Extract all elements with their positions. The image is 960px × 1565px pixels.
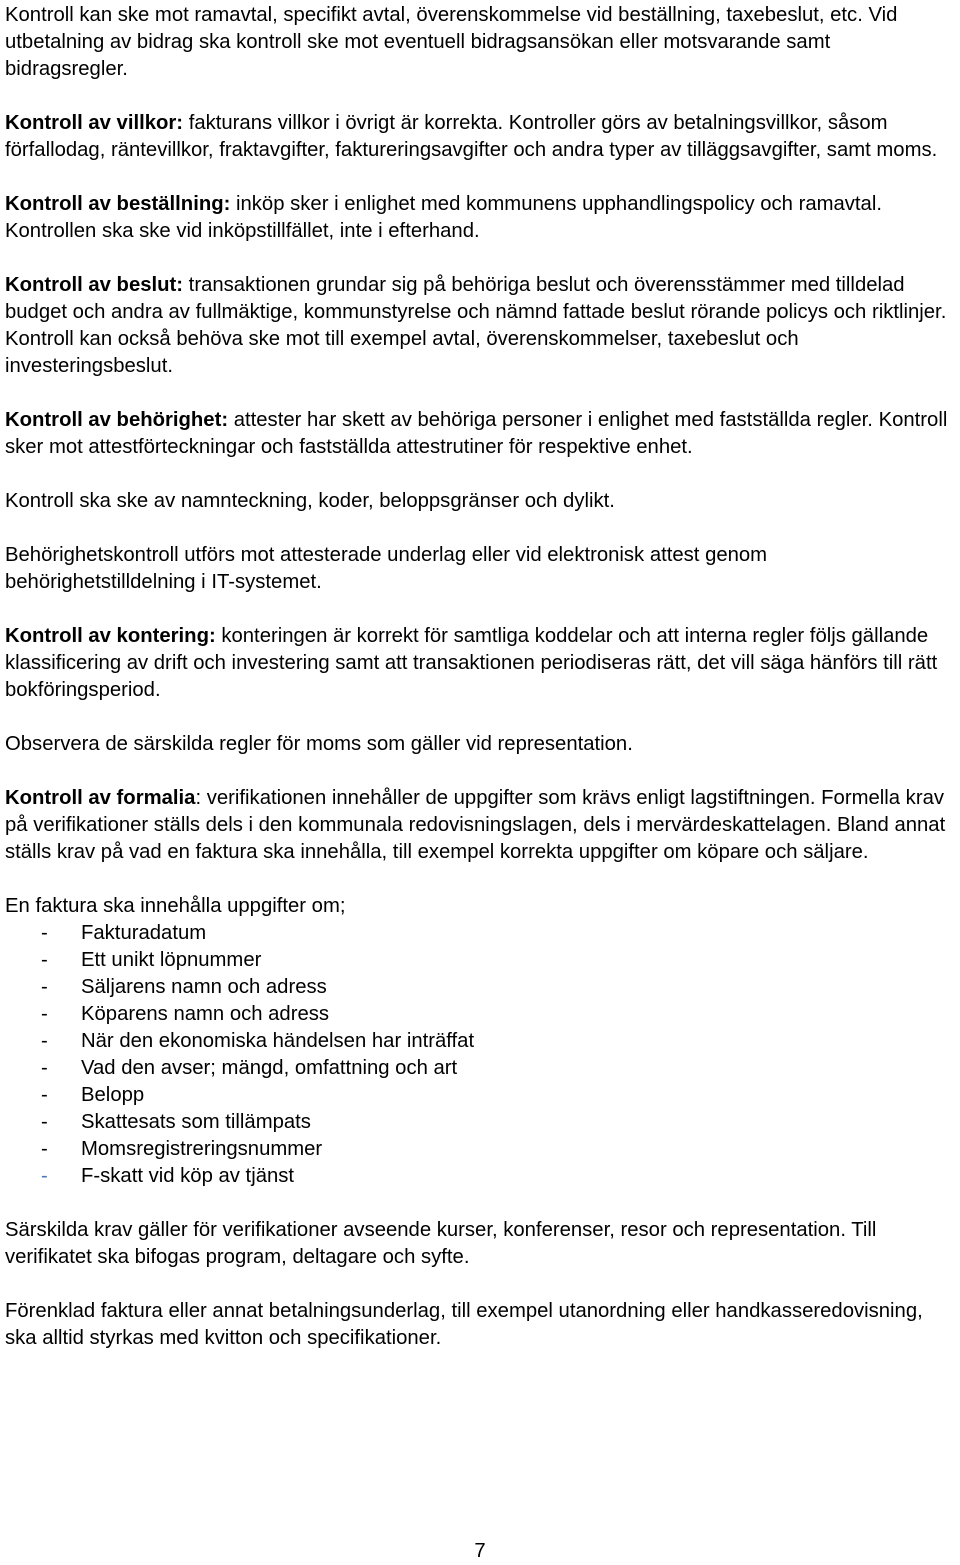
paragraph-kontering [5,623,957,704]
dash-bullet: - [41,1084,48,1106]
list-item-text: Ett unikt löpnummer [81,949,262,971]
list-item-text: När den ekonomiska händelsen har inträffat [81,1030,475,1052]
list-item-text: Vad den avser; mängd, omfattning och art [81,1057,458,1079]
paragraph-villkor [5,110,957,164]
list-item [5,1136,957,1163]
text-villkor: fakturans villkor i övrigt är korrekta. Kontroller görs av betalningsvillkor, såsom förfallodag, räntevillkor, fraktavgifter, faktureringsavgifter och andra typer av tilläggsavgifter, samt moms. [5,112,938,161]
page-number: 7 [474,1540,486,1562]
list-item [5,974,957,1001]
paragraph-observera: Observera de särskilda regler för moms som gäller vid representation. [5,733,633,755]
list-item-text: F-skatt vid köp av tjänst [81,1165,295,1187]
dash-bullet: - [41,976,48,998]
dash-bullet: - [41,922,48,944]
dash-bullet: - [41,1138,48,1160]
paragraph-namnteckning: Kontroll ska ske av namnteckning, koder, beloppsgränser och dylikt. [5,490,615,512]
dash-bullet: - [41,949,48,971]
text-kontering: konteringen är korrekt för samtliga koddelar och att interna regler följs gällande klassificering av drift och investering samt att transaktionen periodiseras rätt, det vill säga hänförs till rätt bokföringsperiod. [5,625,938,701]
list-item-text: Momsregistreringsnummer [81,1138,323,1160]
list-item [5,947,957,974]
list-item [5,1028,957,1055]
paragraph-bestallning [5,191,957,245]
document-body [5,2,957,1352]
list-item [5,920,957,947]
heading-kontering: Kontroll av kontering: [5,625,216,647]
heading-villkor: Kontroll av villkor: [5,112,184,134]
list-item-text: Säljarens namn och adress [81,976,327,998]
paragraph-formalia [5,785,957,866]
paragraph-beslut [5,272,957,380]
list-item [5,1001,957,1028]
dash-bullet: - [41,1057,48,1079]
heading-formalia: Kontroll av formalia [5,787,196,809]
list-item [5,1055,957,1082]
list-intro: En faktura ska innehålla uppgifter om; [5,895,346,917]
paragraph-sarskilda: Särskilda krav gäller för verifikationer avseende kurser, konferenser, resor och representation. Till verifikatet ska bifogas program, deltagare och syfte. [5,1219,877,1268]
paragraph-ramavtal: Kontroll kan ske mot ramavtal, specifikt avtal, överenskommelse vid beställning, taxebeslut, etc. Vid utbetalning av bidrag ska kontroll ske mot eventuell bidragsansökan eller motsvarande samt bidragsregler. [5,4,898,80]
dash-bullet: - [41,1111,48,1133]
paragraph-behorighet [5,407,957,461]
text-bestallning: inköp sker i enlighet med kommunens upphandlingspolicy och ramavtal. Kontrollen ska ske vid inköpstillfället, inte i efterhand. [5,193,882,242]
list-item [5,1109,957,1136]
list-item-text: Skattesats som tillämpats [81,1111,311,1133]
text-beslut: transaktionen grundar sig på behöriga beslut och överensstämmer med tilldelad budget och andra av fullmäktige, kommunstyrelse och nämnd fattade beslut rörande policys och riktlinjer. Kontroll kan också behöva ske mot till exempel avtal, överenskommelser, taxebeslut och investeringsbeslut. [5,274,947,377]
paragraph-forenklad: Förenklad faktura eller annat betalningsunderlag, till exempel utanordning eller handkasseredovisning, ska alltid styrkas med kvitton och specifikationer. [5,1300,923,1349]
list-item-text: Köparens namn och adress [81,1003,330,1025]
dash-bullet: - [41,1165,48,1187]
dash-bullet: - [41,1003,48,1025]
list-item-text: Belopp [81,1084,145,1106]
list-item-text: Fakturadatum [81,922,207,944]
paragraph-behorighetskontroll: Behörighetskontroll utförs mot attesterade underlag eller vid elektronisk attest genom behörighetstilldelning i IT-systemet. [5,544,768,593]
heading-bestallning: Kontroll av beställning: [5,193,231,215]
text-formalia: : verifikationen innehåller de uppgifter som krävs enligt lagstiftningen. Formella krav på verifikationer ställs dels i den kommunala redovisningslagen, dels i mervärdeskattelagen. Bland annat ställs krav på vad en faktura ska innehålla, till exempel korrekta uppgifter om köpare och säljare. [5,787,946,863]
heading-behorighet: Kontroll av behörighet: [5,409,229,431]
text-behorighet: attester har skett av behöriga personer i enlighet med fastställda regler. Kontroll sker mot attestförteckningar och fastställda attestrutiner för respektive enhet. [5,409,948,458]
invoice-requirements-list [5,920,957,1190]
dash-bullet: - [41,1030,48,1052]
heading-beslut: Kontroll av beslut: [5,274,184,296]
list-item [5,1163,957,1190]
list-item [5,1082,957,1109]
